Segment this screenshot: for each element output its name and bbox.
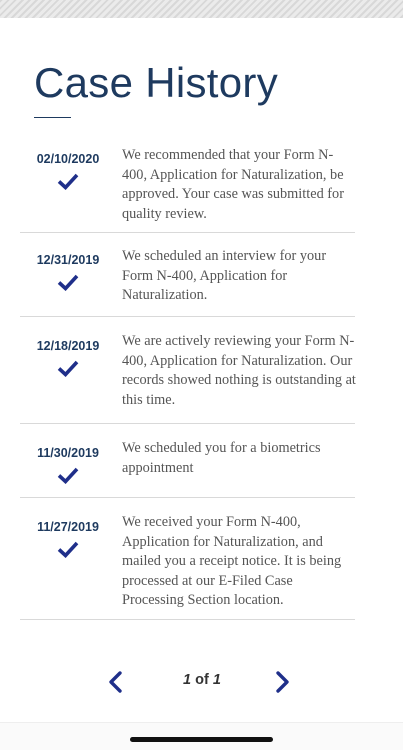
top-decorative-strip [0,0,403,18]
history-date: 02/10/2020 [36,152,100,166]
page-of-label: of [195,672,209,688]
pagination [0,666,403,698]
history-date: 12/18/2019 [36,339,100,353]
history-item [20,424,355,498]
history-description: We received your Form N-400, Application for Naturalization, and mailed you a receipt notice. It is being processed at our E-Filed Case Processing Section location. [122,514,342,608]
chevron-left-icon [104,670,128,694]
page-title: Case History [34,59,278,106]
checkmark-icon [57,359,79,377]
checkmark-icon [57,466,79,484]
chevron-right-icon [270,670,294,694]
history-date-column [20,140,116,190]
history-description: We scheduled you for a biometrics appointment [122,440,321,476]
previous-page-button[interactable] [104,670,128,694]
history-description: We recommended that your Form N-400, Application for Naturalization, be approved. Your case was submitted for quality review. [122,147,344,222]
bottom-bar [0,722,403,750]
home-indicator[interactable] [130,737,273,742]
history-date: 11/27/2019 [37,520,99,534]
history-date-column [20,317,116,377]
history-description: We are actively reviewing your Form N-400, Application for Naturalization. Our records showed nothing is outstanding at this time. [122,333,356,408]
history-date-column [20,424,116,484]
checkmark-icon [57,273,79,291]
case-history-list [20,140,355,620]
checkmark-icon [57,172,79,190]
history-item [20,233,355,317]
checkmark-icon [57,540,79,558]
next-page-button[interactable] [270,670,294,694]
history-item [20,317,355,424]
history-date-column [20,498,116,558]
title-underline [34,117,71,118]
current-page: 1 [183,672,192,688]
total-pages: 1 [212,672,221,688]
history-date: 12/31/2019 [36,253,100,267]
history-item [20,140,355,233]
history-item [20,498,355,620]
history-description: We scheduled an interview for your Form N-400, Application for Naturalization. [122,248,327,303]
history-date-column [20,233,116,291]
history-date: 11/30/2019 [37,446,99,460]
page-indicator [150,672,254,688]
